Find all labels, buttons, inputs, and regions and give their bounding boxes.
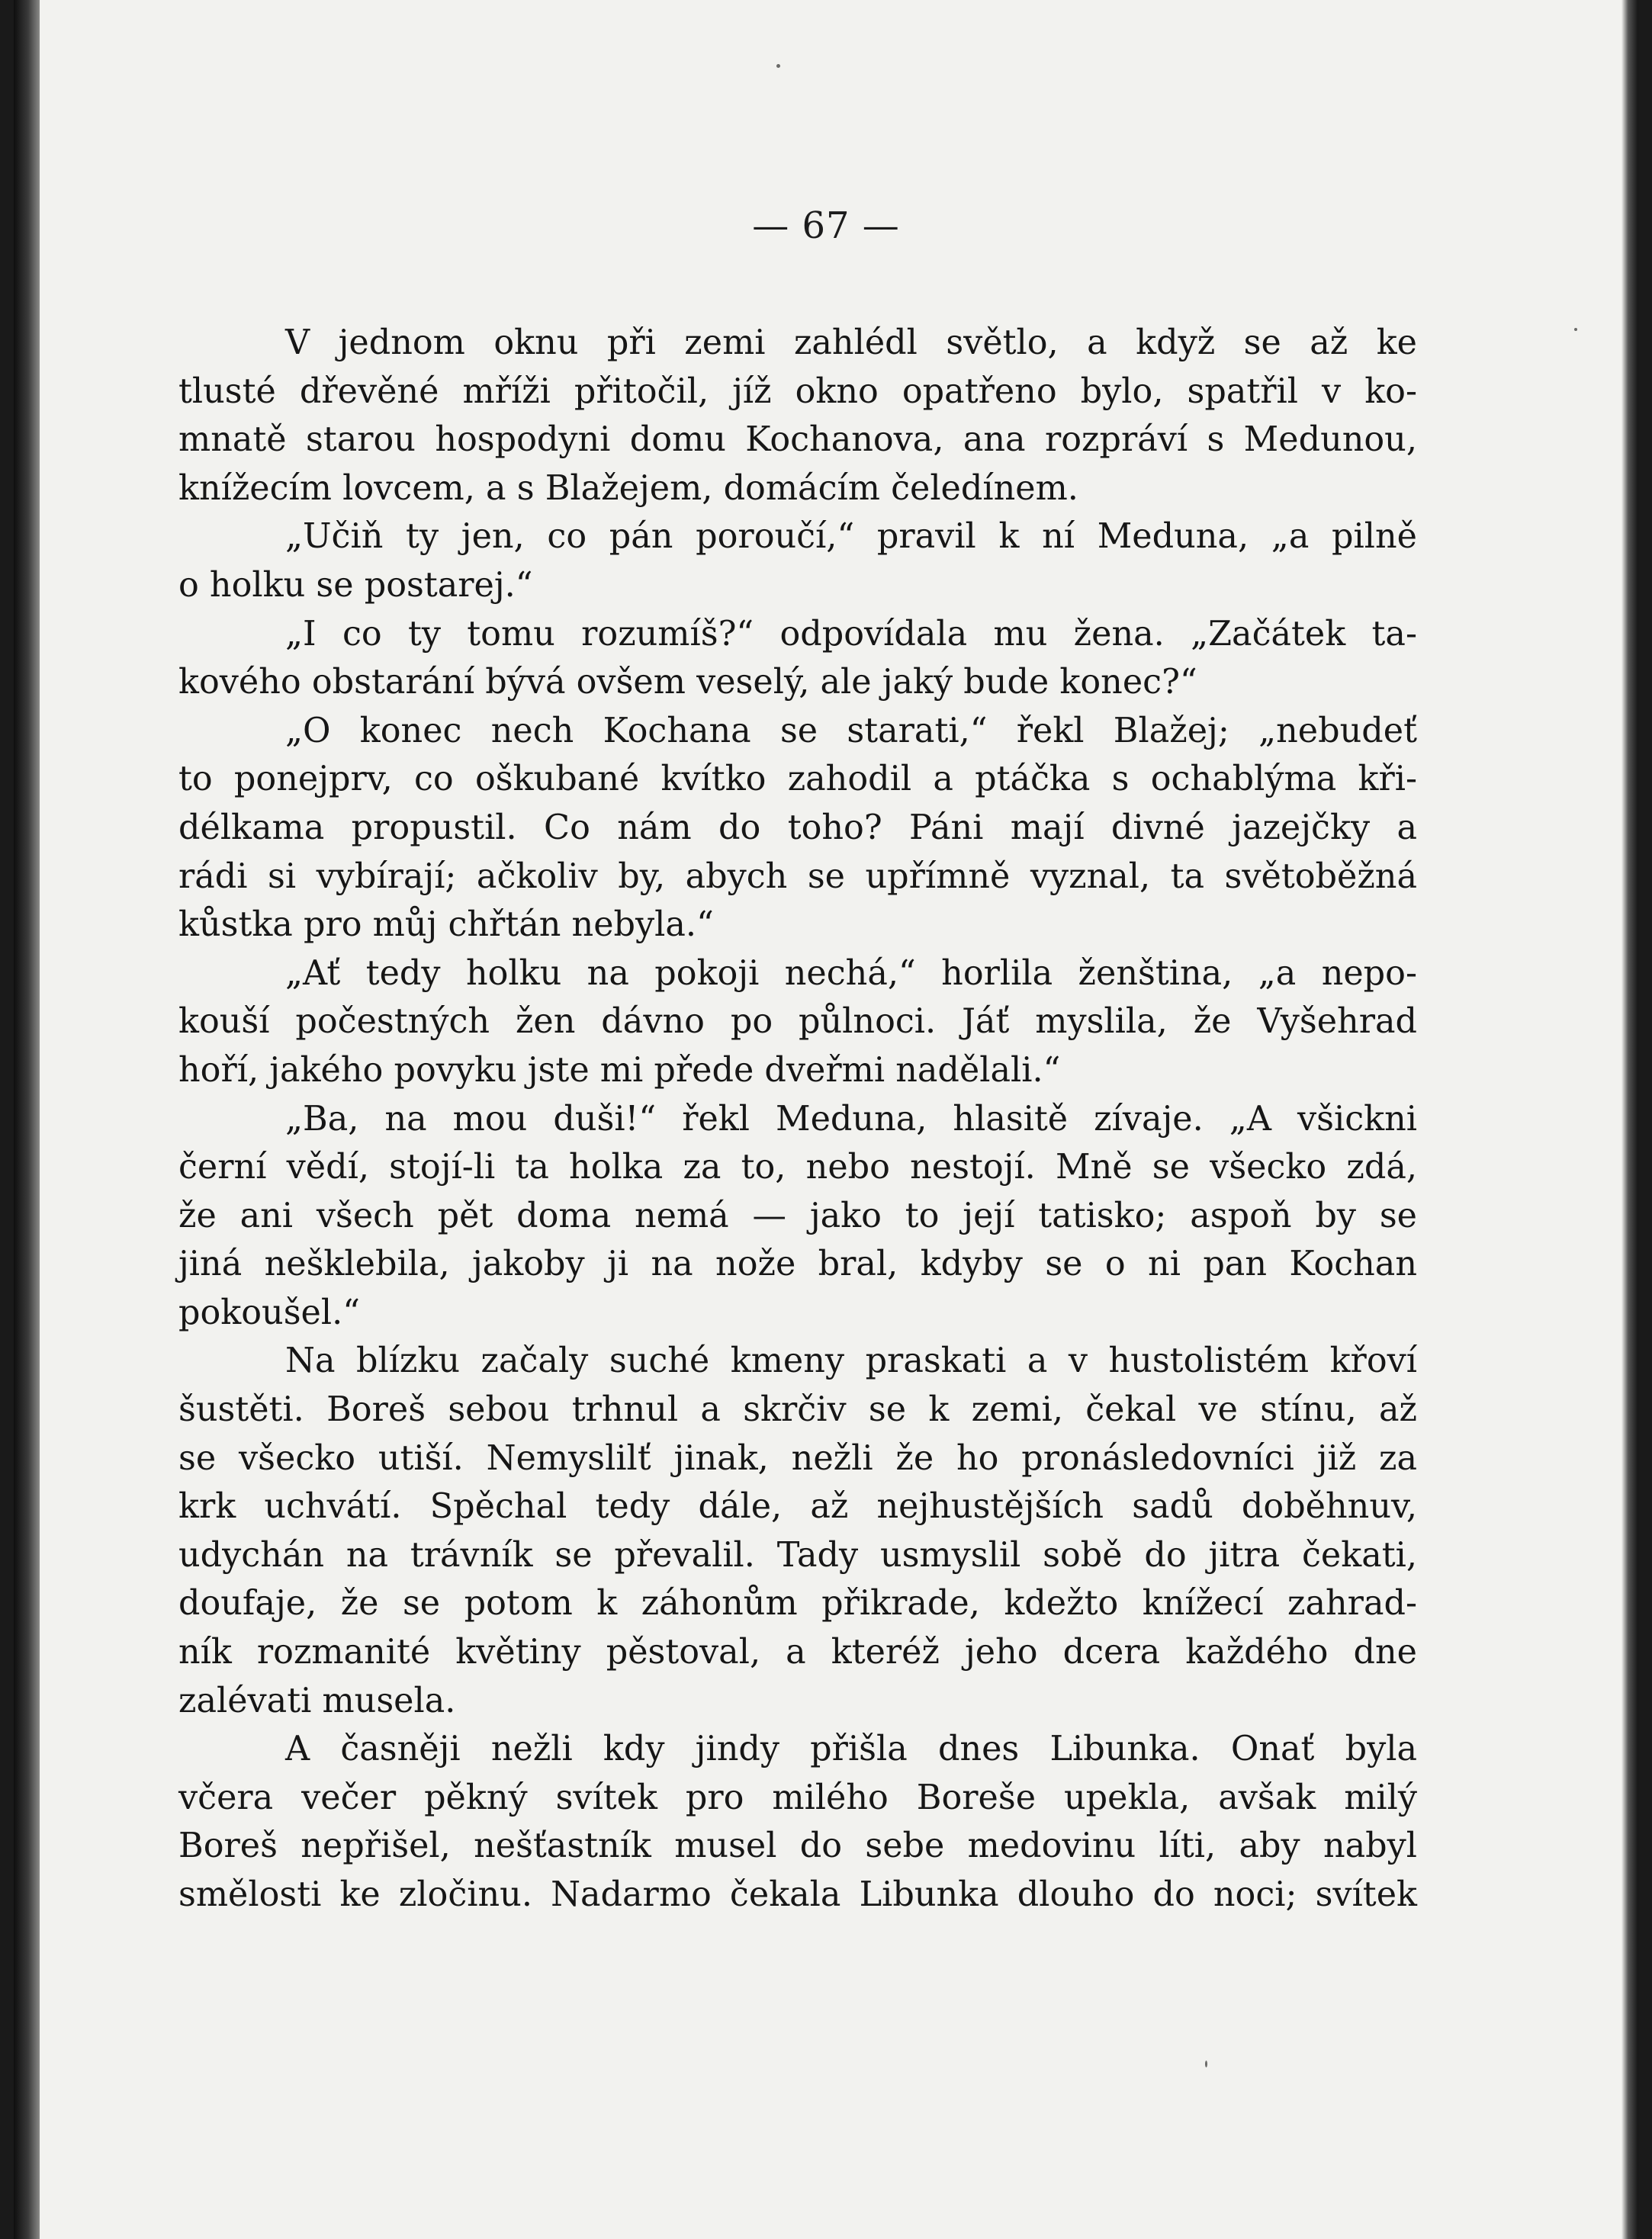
text-line: černí vědí, stojí-li ta holka za to, nebo nestojí. Mně se všecko zdá, [178, 1148, 1417, 1187]
text-line: Boreš nepřišel, nešťastník musel do sebe medovinu líti, aby nabyl [178, 1826, 1417, 1866]
text-line: kouší počestných žen dávno po půlnoci. Jáť myslila, že Vyšehrad [178, 1002, 1417, 1042]
text-line: zalévati musela. [178, 1681, 456, 1720]
page-binding-shadow [14, 0, 40, 2239]
text-line: V jednom oknu při zemi zahlédl světlo, a když se až ke [285, 323, 1417, 362]
text-line: pokoušel.“ [178, 1293, 360, 1332]
text-line: udychán na trávník se převalil. Tady usmyslil sobě do jitra čekati, [178, 1535, 1417, 1575]
text-line: „Učiň ty jen, co pán poroučí,“ pravil k ní Meduna, „a pilně [285, 517, 1417, 557]
paper-speck [1574, 328, 1577, 331]
text-line: hoří, jakého povyku jste mi přede dveřmi nadělali.“ [178, 1050, 1061, 1090]
text-line: že ani všech pět doma nemá — jako to její tatisko; aspoň by se [178, 1196, 1417, 1235]
text-line: kového obstarání bývá ovšem veselý, ale jaký bude konec?“ [178, 663, 1197, 702]
text-line: A časněji nežli kdy jindy přišla dnes Libunka. Onať byla [285, 1730, 1417, 1769]
text-line: „Ať tedy holku na pokoji nechá,“ horlila ženština, „a nepo- [285, 953, 1417, 993]
text-line: šustěti. Boreš sebou trhnul a skrčiv se k zemi, čekal ve stínu, až [178, 1390, 1417, 1430]
text-line: tlusté dřevěné mříži přitočil, jíž okno opatřeno bylo, spatřil v ko- [178, 371, 1417, 411]
text-line: to ponejprv, co oškubané kvítko zahodil a ptáčka s ochablýma kři- [178, 760, 1417, 799]
text-line: „Ba, na mou duši!“ řekl Meduna, hlasitě zívaje. „A všickni [285, 1099, 1417, 1139]
text-line: se všecko utiší. Nemyslilť jinak, nežli že ho pronásledovníci již za [178, 1438, 1417, 1478]
text-line: včera večer pěkný svítek pro milého Boreše upekla, avšak milý [178, 1778, 1417, 1817]
text-line: doufaje, že se potom k záhonům přikrade, kdežto knížecí zahrad- [178, 1584, 1417, 1624]
page-edge-shadow [1621, 0, 1638, 2239]
text-line: mnatě starou hospodyni domu Kochanova, ana rozpráví s Medunou, [178, 420, 1417, 460]
text-line: kůstka pro můj chřtán nebyla.“ [178, 905, 714, 945]
body-text [178, 319, 1417, 1919]
page-number: — 67 — [752, 204, 900, 247]
text-line: délkama propustil. Co nám do toho? Páni mají divné jazejčky a [178, 808, 1417, 847]
text-line: krk uchvátí. Spěchal tedy dále, až nejhustějších sadů doběhnuv, [178, 1487, 1417, 1527]
paper-speck [776, 64, 780, 68]
text-line: smělosti ke zločinu. Nadarmo čekala Libunka dlouho do noci; svítek [178, 1875, 1417, 1914]
text-line: „O konec nech Kochana se starati,“ řekl Blažej; „nebudeť [285, 711, 1417, 750]
paper-speck [1205, 2061, 1207, 2067]
text-line: ník rozmanité květiny pěstoval, a kteréž jeho dcera každého dne [178, 1633, 1417, 1672]
text-line: „I co ty tomu rozumíš?“ odpovídala mu žena. „Začátek ta- [285, 614, 1417, 654]
text-line: rádi si vybírají; ačkoliv by, abych se upřímně vyznal, ta světoběžná [178, 856, 1417, 896]
text-line: o holku se postarej.“ [178, 565, 533, 605]
text-line: jiná nešklebila, jakoby ji na nože bral, kdyby se o ni pan Kochan [178, 1245, 1417, 1284]
text-line: knížecím lovcem, a s Blažejem, domácím čeledínem. [178, 468, 1078, 508]
text-line: Na blízku začaly suché kmeny praskati a v hustolistém křoví [285, 1341, 1417, 1381]
